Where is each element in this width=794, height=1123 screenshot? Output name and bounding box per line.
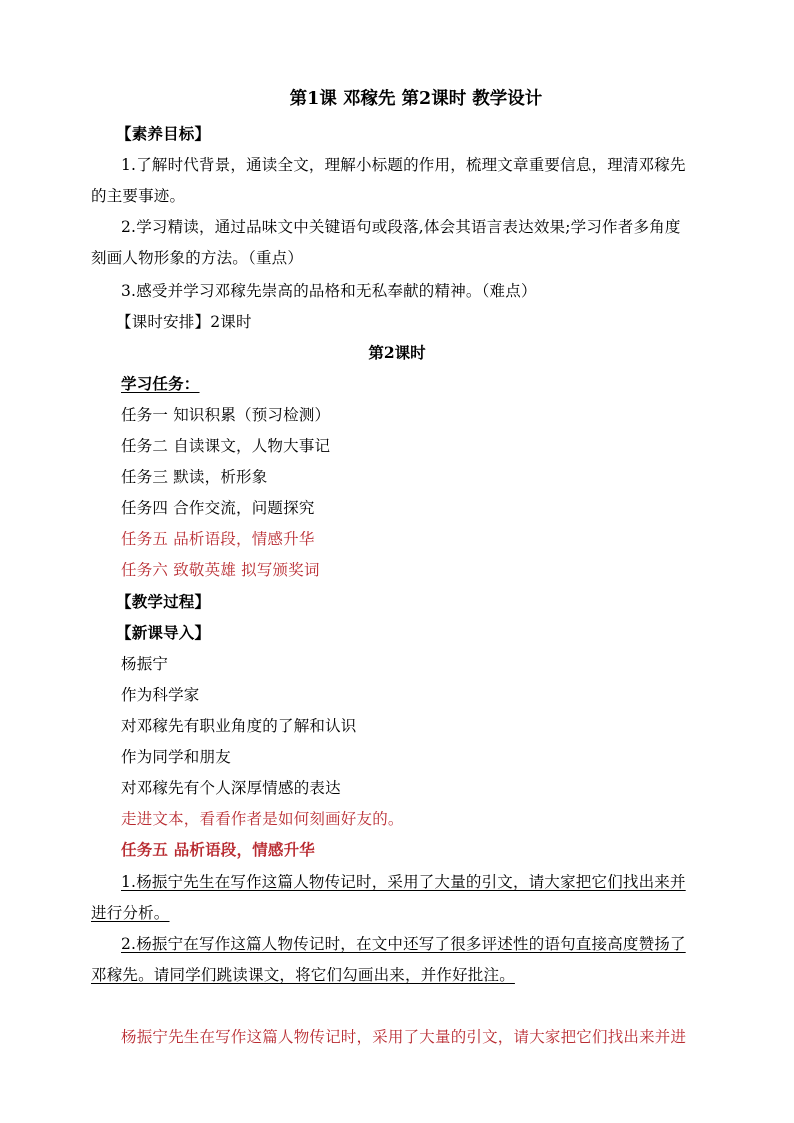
goal-2-line-2: 刻画人物形象的方法。（重点） — [91, 249, 304, 267]
task-item-4: 任务四 合作交流，问题探究 — [121, 499, 315, 517]
schedule-line: 【课时安排】2课时 — [116, 313, 252, 331]
session-heading: 第2课时 — [368, 343, 426, 362]
intro-line-4: 作为同学和朋友 — [121, 748, 231, 766]
question-2-line-2: 邓稼先。请同学们跳读课文，将它们勾画出来，并作好批注。 — [91, 966, 515, 984]
question-1-line-2: 进行分析。 — [91, 904, 170, 922]
tasks-heading: 学习任务： — [121, 374, 200, 393]
document-title: 第1课 邓稼先 第2课时 教学设计 — [289, 89, 543, 109]
goal-1-line-1: 1.了解时代背景，通读全文，理解小标题的作用，梳理文章重要信息，理清邓稼先 — [121, 156, 686, 174]
intro-line-3: 对邓稼先有职业角度的了解和认识 — [121, 717, 357, 735]
goals-heading: 【素养目标】 — [116, 124, 211, 143]
closing-red-line: 杨振宁先生在写作这篇人物传记时，采用了大量的引文，请大家把它们找出来并进 — [121, 1028, 687, 1046]
task-item-5: 任务五 品析语段，情感升华 — [121, 530, 315, 548]
intro-red-line: 走进文本，看看作者是如何刻画好友的。 — [121, 810, 404, 828]
question-2-line-1: 2.杨振宁在写作这篇人物传记时，在文中还写了很多评述性的语句直接高度赞扬了 — [121, 935, 686, 953]
intro-line-1: 杨振宁 — [121, 655, 169, 673]
goal-2-line-1: 2.学习精读，通过品味文中关键语句或段落,体会其语言表达效果;学习作者多角度 — [121, 218, 681, 236]
intro-line-5: 对邓稼先有个人深厚情感的表达 — [121, 779, 341, 797]
task5-heading: 任务五 品析语段，情感升华 — [121, 840, 315, 859]
goal-1-line-2: 的主要事迹。 — [91, 187, 186, 205]
task-item-2: 任务二 自读课文，人物大事记 — [121, 437, 331, 455]
question-1-line-1: 1.杨振宁先生在写作这篇人物传记时，采用了大量的引文，请大家把它们找出来并 — [121, 873, 686, 891]
task-item-6: 任务六 致敬英雄 拟写颁奖词 — [121, 561, 320, 579]
goal-3: 3.感受并学习邓稼先崇高的品格和无私奉献的精神。（难点） — [121, 282, 537, 300]
task-item-3: 任务三 默读，析形象 — [121, 468, 268, 486]
intro-heading: 【新课导入】 — [116, 623, 211, 642]
task-item-1: 任务一 知识积累（预习检测） — [121, 406, 331, 424]
process-heading: 【教学过程】 — [116, 592, 211, 611]
intro-line-2: 作为科学家 — [121, 686, 200, 704]
